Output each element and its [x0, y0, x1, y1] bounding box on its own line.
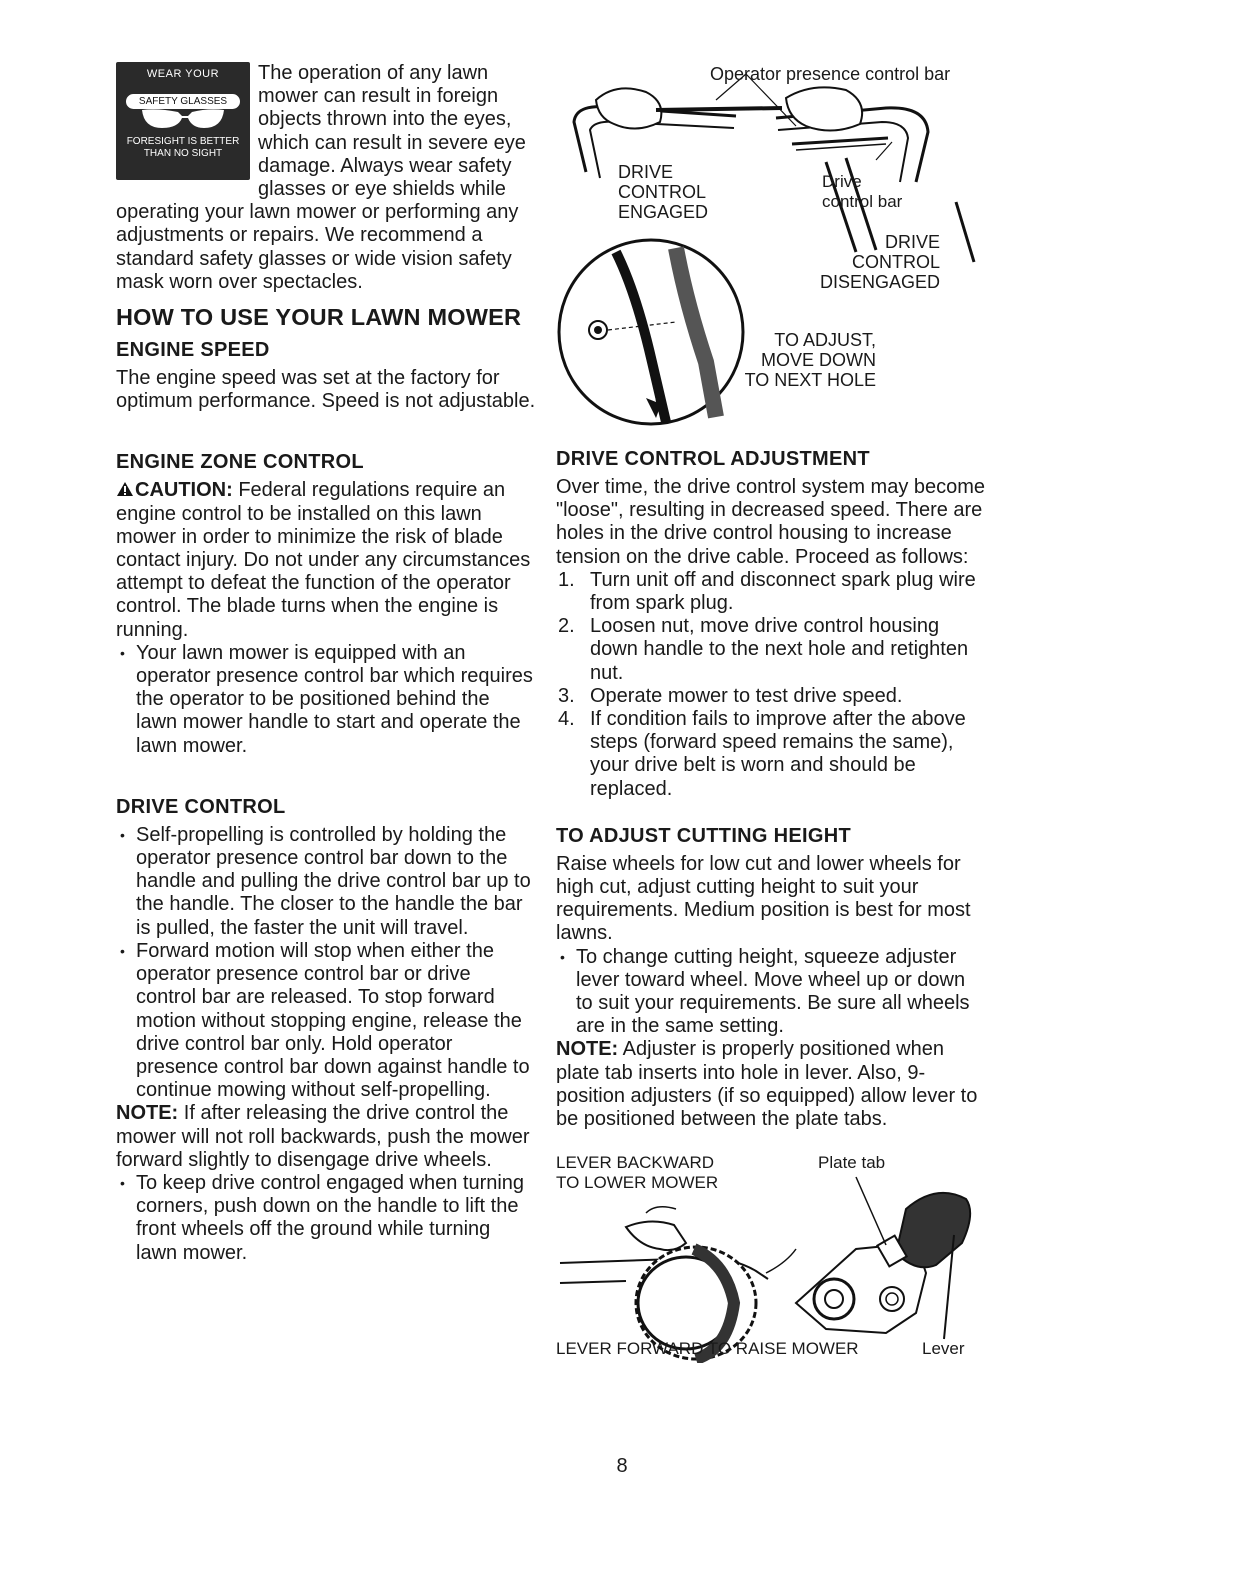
cutting-height-note [556, 1038, 986, 1131]
step-number: 4. [558, 708, 575, 731]
list-item [556, 708, 986, 801]
step-text: If condition fails to improve after the above steps (forward speed remains the same), your drive belt is worn and should be replaced. [590, 708, 966, 800]
drive-engaged-label: DRIVE CONTROL ENGAGED [618, 162, 709, 222]
plate-tab-label: Plate tab [818, 1153, 886, 1173]
engine-zone-control-heading: ENGINE ZONE CONTROL [116, 451, 364, 474]
drive-control-diagram [556, 62, 986, 442]
list-item [556, 685, 986, 708]
cutting-height-text: Raise wheels for low cut and lower wheels for high cut, adjust cutting height to suit your requirements. Medium position is best for most lawns. [556, 852, 971, 945]
list-item: • Forward motion will stop when either the operator presence control bar or drive control bar are released. To stop forward motion without stopping engine, release the drive control bar only. Hold operator presence control bar down against handle to continue mowing without self-propelling. [116, 940, 536, 1102]
step-text: Turn unit off and disconnect spark plug wire from spark plug. [590, 568, 976, 615]
cutting-height-heading: TO ADJUST CUTTING HEIGHT [556, 824, 851, 847]
engine-zone-bullets [116, 642, 536, 758]
list-item: • To change cutting height, squeeze adjuster lever toward wheel. Move wheel up or down to suit your requirements. Be sure all wheels are in the same setting. [556, 946, 986, 1039]
drive-control-heading: DRIVE CONTROL [116, 795, 286, 818]
lever-backward-label: LEVER BACKWARD TO LOWER MOWER [556, 1153, 719, 1193]
list-item [556, 569, 986, 615]
safety-intro [116, 62, 536, 294]
badge-line2: SAFETY GLASSES [126, 94, 240, 109]
step-number: 1. [558, 568, 575, 591]
list-item: • Your lawn mower is equipped with an operator presence control bar which requires the operator to be positioned behind the lawn mower handle to start and operate the lawn mower. [116, 642, 536, 758]
lever-forward-label: LEVER FORWARD TO RAISE MOWER [556, 1339, 859, 1359]
right-column [556, 62, 986, 1363]
note-text: Adjuster is properly positioned when plate tab inserts into hole in lever. Also, 9-position adjusters (if so equipped) allow lever to be positioned between the plate tabs. [556, 1038, 978, 1131]
drive-control-bullets-after [116, 1172, 536, 1265]
list-item [556, 615, 986, 685]
step-text: Loosen nut, move drive control housing down handle to the next hole and retighten nut. [590, 615, 969, 684]
drive-control-note [116, 1102, 536, 1172]
note-text: If after releasing the drive control the mower will not roll backwards, push the mower forward slightly to disengage drive wheels. [116, 1102, 530, 1171]
adjust-label: TO ADJUST, MOVE DOWN TO NEXT HOLE [744, 330, 876, 390]
note-label: NOTE: [116, 1102, 179, 1125]
operator-bar-label: Operator presence control bar [710, 64, 951, 84]
safety-glasses-badge [116, 62, 250, 180]
note-label: NOTE: [556, 1038, 619, 1061]
list-item: • To keep drive control engaged when turning corners, push down on the handle to lift the front wheels off the ground while turning lawn mower. [116, 1172, 536, 1265]
left-column [116, 62, 536, 1265]
cutting-height-bullets [556, 946, 986, 1039]
badge-line1: WEAR YOUR [146, 68, 220, 80]
caution-text: Federal regulations require an engine control to be installed on this lawn mower in order to minimize the risk of blade contact injury. Do not under any circumstances attempt to defeat the function of the operator control. The blade turns when the engine is running. [116, 479, 531, 641]
list-item: • Self-propelling is controlled by holding the operator presence control bar down to the handle and pulling the drive control bar up to the handle. The closer to the handle the bar is pulled, the faster the unit will travel. [116, 824, 536, 940]
cutting-height-diagram [556, 1153, 986, 1363]
lever-label: Lever [922, 1339, 965, 1359]
engine-speed-heading: ENGINE SPEED [116, 339, 270, 362]
safety-glasses-icon [138, 106, 228, 132]
step-number: 2. [558, 615, 575, 638]
caution-paragraph [116, 479, 536, 641]
caution-label: CAUTION: [135, 479, 233, 502]
section-title-how-to-use: HOW TO USE YOUR LAWN MOWER [116, 304, 522, 331]
page-number: 8 [616, 1455, 628, 1477]
drive-disengaged-label: DRIVE CONTROL DISENGAGED [819, 232, 940, 292]
step-number: 3. [558, 684, 575, 707]
drive-control-bullets [116, 824, 536, 1102]
drive-adjustment-text: Over time, the drive control system may become "loose", resulting in decreased speed. There are holes in the drive control housing to increase tension on the drive cable. Proceed as follows: [556, 476, 986, 568]
intro-text: The operation of any lawn mower can result in foreign objects thrown into the eyes, which can result in severe eye damage. Always wear safety glasses or eye shields while operating your lawn mower or performing any adjustments or repairs. We recommend a standard safety glasses or wide vision safety mask worn over spectacles. [116, 62, 526, 293]
drive-control-adjustment-heading: DRIVE CONTROL ADJUSTMENT [556, 448, 870, 470]
drive-bar-label: Drive control bar [822, 172, 903, 211]
badge-line3: FORESIGHT IS BETTER THAN NO SIGHT [126, 136, 240, 159]
step-text: Operate mower to test drive speed. [590, 684, 903, 707]
engine-speed-text: The engine speed was set at the factory for optimum performance. Speed is not adjustable. [116, 367, 536, 413]
warning-triangle-icon [116, 481, 134, 497]
drive-adjustment-steps [556, 569, 986, 801]
